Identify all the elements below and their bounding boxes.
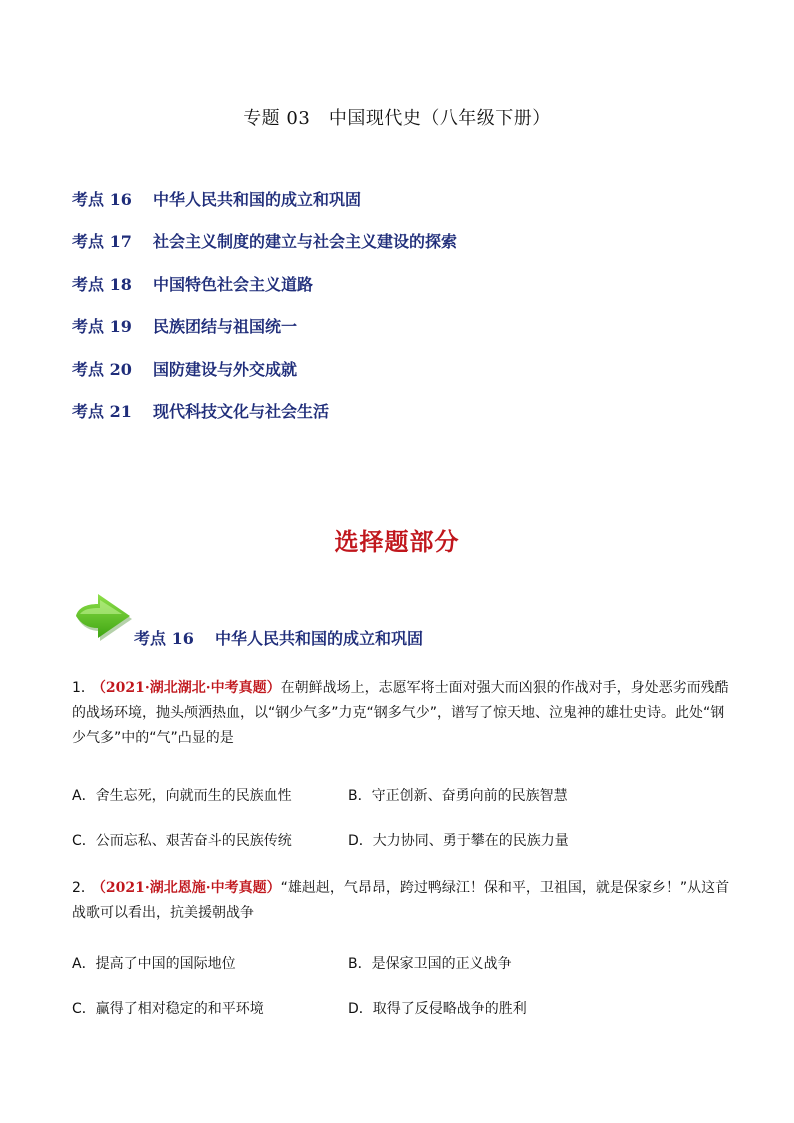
option-c[interactable]: C．公而忘私、艰苦奋斗的民族传统 <box>72 833 292 849</box>
question-source: （2021·湖北恩施·中考真题） <box>98 880 281 896</box>
option-b[interactable]: B．守正创新、奋勇向前的民族智慧 <box>348 788 568 804</box>
option-a[interactable]: A．提高了中国的国际地位 <box>72 956 236 972</box>
toc-item-title: 国防建设与外交成就 <box>153 359 298 379</box>
toc-item-code: 考点 18 <box>72 274 132 294</box>
toc-item-title: 现代科技文化与社会生活 <box>153 401 330 421</box>
option-b[interactable]: B．是保家卫国的正义战争 <box>348 956 512 972</box>
toc-item-title: 中国特色社会主义道路 <box>153 274 314 294</box>
toc-item <box>72 356 712 398</box>
question <box>72 876 732 926</box>
toc-item-code: 考点 21 <box>72 401 132 421</box>
toc-item-title: 中华人民共和国的成立和巩固 <box>153 190 362 209</box>
toc-item-code: 考点 19 <box>72 317 132 337</box>
toc-item <box>72 186 712 228</box>
topic-banner <box>72 586 672 656</box>
option-d[interactable]: D．大力协同、勇于攀在的民族力量 <box>348 833 569 849</box>
page-title: 专题 03 中国现代史（八年级下册） <box>243 108 551 129</box>
topic-code: 考点 16 <box>134 629 194 648</box>
toc-item-code: 考点 16 <box>72 190 132 209</box>
option-a[interactable]: A．舍生忘死，向就而生的民族血性 <box>72 788 292 804</box>
green-arrow-icon <box>72 586 136 646</box>
toc-item <box>72 228 712 270</box>
question-stem: 在朝鲜战场上，志愿军将士面对强大而凶狠的作战对手，身处恶劣而残酷的战场环境，抛头颅洒热血，以“钢少气多”力克“钢多气少”，谱写了惊天地、泣鬼神的雄壮史诗。此处“钢少气多”中的“气”凸显的是 <box>72 680 729 746</box>
topic-label <box>134 626 423 649</box>
toc-item-code: 考点 20 <box>72 359 132 379</box>
topic-title: 中华人民共和国的成立和巩固 <box>215 629 424 648</box>
question-source: （2021·湖北湖北·中考真题） <box>98 680 281 696</box>
question-number: 1． <box>72 680 95 696</box>
question <box>72 676 732 751</box>
toc-item <box>72 398 712 440</box>
toc-item-code: 考点 17 <box>72 232 132 252</box>
topic-list <box>72 186 712 440</box>
toc-item <box>72 271 712 313</box>
question-number: 2． <box>72 880 95 896</box>
option-c[interactable]: C．赢得了相对稳定的和平环境 <box>72 1001 264 1017</box>
question-stem: “雄赳赳，气昂昂，跨过鸭绿江！保和平，卫祖国，就是保家乡！”从这首战歌可以看出，抗美援朝战争 <box>72 880 730 921</box>
section-heading: 选择题部分 <box>334 527 460 556</box>
option-d[interactable]: D．取得了反侵略战争的胜利 <box>348 1001 527 1017</box>
toc-item-title: 民族团结与祖国统一 <box>153 317 298 337</box>
toc-item-title: 社会主义制度的建立与社会主义建设的探索 <box>153 232 458 252</box>
toc-item <box>72 313 712 355</box>
